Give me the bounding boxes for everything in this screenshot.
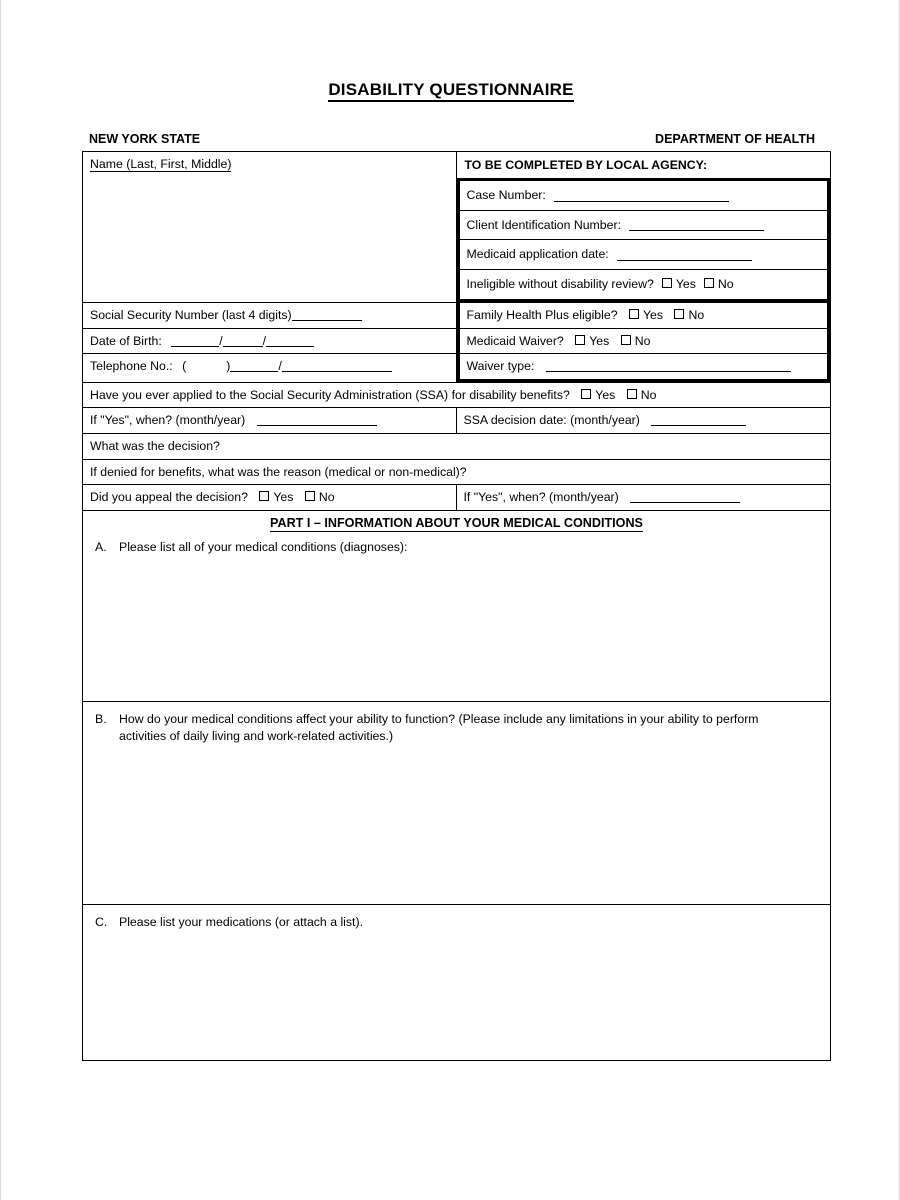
- ssn-familyhealth-row: [83, 303, 830, 329]
- ssa-decision-date-input[interactable]: [651, 413, 746, 426]
- dob-year-input[interactable]: [266, 334, 314, 347]
- header-agency-line: [89, 132, 815, 146]
- ineligible-review-label: Ineligible without disability review?: [466, 277, 654, 292]
- ineligible-yes-option[interactable]: [654, 277, 696, 291]
- agency-section-title: TO BE COMPLETED BY LOCAL AGENCY:: [457, 152, 830, 181]
- header-state-label: NEW YORK STATE: [89, 132, 201, 146]
- ineligible-review-row[interactable]: [460, 270, 827, 300]
- question-b: [83, 702, 830, 747]
- dob-separator-1: /: [219, 333, 223, 348]
- client-id-input[interactable]: [629, 218, 764, 231]
- part-one-section-c: [83, 905, 830, 1060]
- ssa-appeal-yes-label: Yes: [273, 490, 294, 505]
- top-block: [83, 152, 830, 303]
- ssn-input[interactable]: [292, 308, 362, 321]
- name-field-label: Name (Last, First, Middle): [90, 157, 232, 171]
- ssa-applied-yes-option[interactable]: [573, 388, 618, 402]
- ssa-decision-row: [83, 434, 830, 460]
- page-title-text: DISABILITY QUESTIONNAIRE: [328, 80, 573, 102]
- medicaid-date-row[interactable]: [460, 240, 827, 270]
- medicaid-date-input[interactable]: [617, 248, 752, 261]
- ssa-appeal-when-cell[interactable]: [457, 485, 831, 510]
- ssa-applied-cell[interactable]: [83, 383, 830, 408]
- phone-cell[interactable]: [83, 354, 457, 382]
- dob-cell[interactable]: [83, 329, 457, 354]
- checkbox-icon[interactable]: [674, 309, 684, 319]
- ssa-appeal-no-label: No: [318, 490, 335, 505]
- question-a-letter: A.: [95, 539, 107, 554]
- checkbox-icon[interactable]: [305, 491, 315, 501]
- question-c-answer-area[interactable]: [83, 932, 830, 1060]
- phone-prefix-input[interactable]: [230, 359, 278, 372]
- checkbox-icon[interactable]: [627, 389, 637, 399]
- checkbox-icon[interactable]: [621, 335, 631, 345]
- ssa-appeal-no-option[interactable]: [297, 490, 335, 504]
- question-a-answer-area[interactable]: [83, 557, 830, 701]
- question-c-letter: C.: [95, 915, 108, 930]
- waiver-type-label: Waiver type:: [466, 359, 535, 374]
- phone-line-input[interactable]: [282, 359, 392, 372]
- family-health-cell[interactable]: [457, 303, 831, 328]
- ssa-denied-reason-cell[interactable]: [83, 460, 830, 485]
- family-health-yes-label: Yes: [642, 308, 664, 322]
- checkbox-icon[interactable]: [581, 389, 591, 399]
- form-table: [82, 151, 831, 1061]
- medicaid-date-label: Medicaid application date:: [466, 247, 609, 262]
- dob-month-input[interactable]: [171, 334, 219, 347]
- part-one-section-b: [83, 702, 830, 906]
- dob-medicaidwaiver-row: [83, 329, 830, 355]
- dob-separator-2: /: [262, 333, 267, 348]
- dob-label: Date of Birth:: [90, 333, 162, 348]
- ssa-denied-reason-row: [83, 460, 830, 486]
- checkbox-icon[interactable]: [629, 309, 639, 319]
- dob-day-input[interactable]: [223, 334, 263, 347]
- name-field-cell[interactable]: [83, 152, 457, 302]
- page-title: [1, 80, 900, 100]
- ssa-appeal-label: Did you appeal the decision?: [90, 490, 248, 505]
- medicaid-waiver-label: Medicaid Waiver?: [466, 333, 564, 348]
- family-health-no-option[interactable]: [666, 308, 704, 322]
- family-health-yes-option[interactable]: [621, 308, 666, 322]
- part-one-section-a: [83, 511, 830, 702]
- checkbox-icon[interactable]: [662, 278, 672, 288]
- checkbox-icon[interactable]: [575, 335, 585, 345]
- medicaid-waiver-yes-label: Yes: [589, 333, 610, 348]
- ssa-applied-no-option[interactable]: [619, 388, 657, 402]
- ssa-denied-reason-label: If denied for benefits, what was the reason (medical or non-medical)?: [90, 464, 467, 479]
- phone-close-paren: ): [226, 359, 231, 374]
- ssa-applied-when-cell[interactable]: [83, 408, 457, 433]
- ssa-appeal-yes-option[interactable]: [251, 490, 296, 504]
- ssa-dates-row: [83, 408, 830, 434]
- question-b-answer-area[interactable]: [83, 746, 830, 904]
- waiver-type-input[interactable]: [546, 359, 791, 372]
- phone-open-paren: (: [182, 359, 187, 374]
- family-health-label: Family Health Plus eligible?: [466, 308, 618, 322]
- medicaid-waiver-no-option[interactable]: [613, 334, 651, 348]
- header-department-label: DEPARTMENT OF HEALTH: [655, 132, 815, 146]
- ineligible-no-label: No: [717, 277, 734, 292]
- ineligible-no-option[interactable]: [696, 277, 734, 291]
- case-number-row[interactable]: [460, 181, 827, 211]
- ssa-appeal-when-input[interactable]: [630, 490, 740, 503]
- ssa-appeal-when-label: If "Yes", when? (month/year): [463, 490, 619, 505]
- medicaid-waiver-yes-option[interactable]: [567, 334, 612, 348]
- question-c: [83, 905, 830, 932]
- phone-label: Telephone No.:: [90, 359, 173, 374]
- ssa-applied-row: [83, 383, 830, 409]
- medicaid-waiver-no-label: No: [634, 333, 651, 348]
- ssa-applied-when-input[interactable]: [257, 413, 377, 426]
- client-id-row[interactable]: [460, 211, 827, 241]
- ssa-applied-yes-label: Yes: [595, 387, 616, 402]
- ineligible-yes-label: Yes: [675, 277, 696, 292]
- agency-inner-box: [457, 181, 830, 302]
- ssa-decision-cell[interactable]: [83, 434, 830, 459]
- checkbox-icon[interactable]: [704, 278, 714, 288]
- ssa-applied-when-label: If "Yes", when? (month/year): [90, 413, 246, 428]
- client-id-label: Client Identification Number:: [466, 217, 621, 232]
- ssa-decision-label: What was the decision?: [90, 438, 220, 453]
- part-one-heading-text: PART I – INFORMATION ABOUT YOUR MEDICAL CONDITIONS: [270, 515, 643, 530]
- ssa-applied-no-label: No: [640, 387, 657, 402]
- case-number-label: Case Number:: [466, 188, 546, 203]
- waiver-type-cell[interactable]: [457, 354, 831, 382]
- ssn-cell[interactable]: [83, 303, 457, 328]
- phone-waivertype-row: [83, 354, 830, 383]
- ssa-appeal-cell[interactable]: [83, 485, 457, 510]
- phone-separator: /: [278, 359, 282, 374]
- ssa-decision-date-cell[interactable]: [457, 408, 831, 433]
- part-one-heading: [83, 511, 830, 533]
- question-b-text: How do your medical conditions affect your ability to function? (Please include any limitations in your ability to perform activities of daily living and work-related activities.): [119, 711, 759, 744]
- phone-area-input[interactable]: [186, 360, 226, 372]
- checkbox-icon[interactable]: [259, 491, 269, 501]
- question-a: [83, 533, 830, 557]
- question-a-text: Please list all of your medical conditions (diagnoses):: [119, 539, 408, 554]
- family-health-no-label: No: [688, 308, 705, 322]
- ssa-applied-label: Have you ever applied to the Social Security Administration (SSA) for disability benefits?: [90, 387, 570, 402]
- case-number-input[interactable]: [554, 189, 729, 202]
- question-c-text: Please list your medications (or attach a list).: [119, 915, 363, 930]
- ssa-decision-date-label: SSA decision date: (month/year): [463, 413, 640, 428]
- ssa-appeal-row: [83, 485, 830, 511]
- ssn-label: Social Security Number (last 4 digits): [90, 308, 292, 322]
- question-b-letter: B.: [95, 711, 107, 726]
- medicaid-waiver-cell[interactable]: [457, 329, 831, 354]
- agency-section: [457, 152, 830, 302]
